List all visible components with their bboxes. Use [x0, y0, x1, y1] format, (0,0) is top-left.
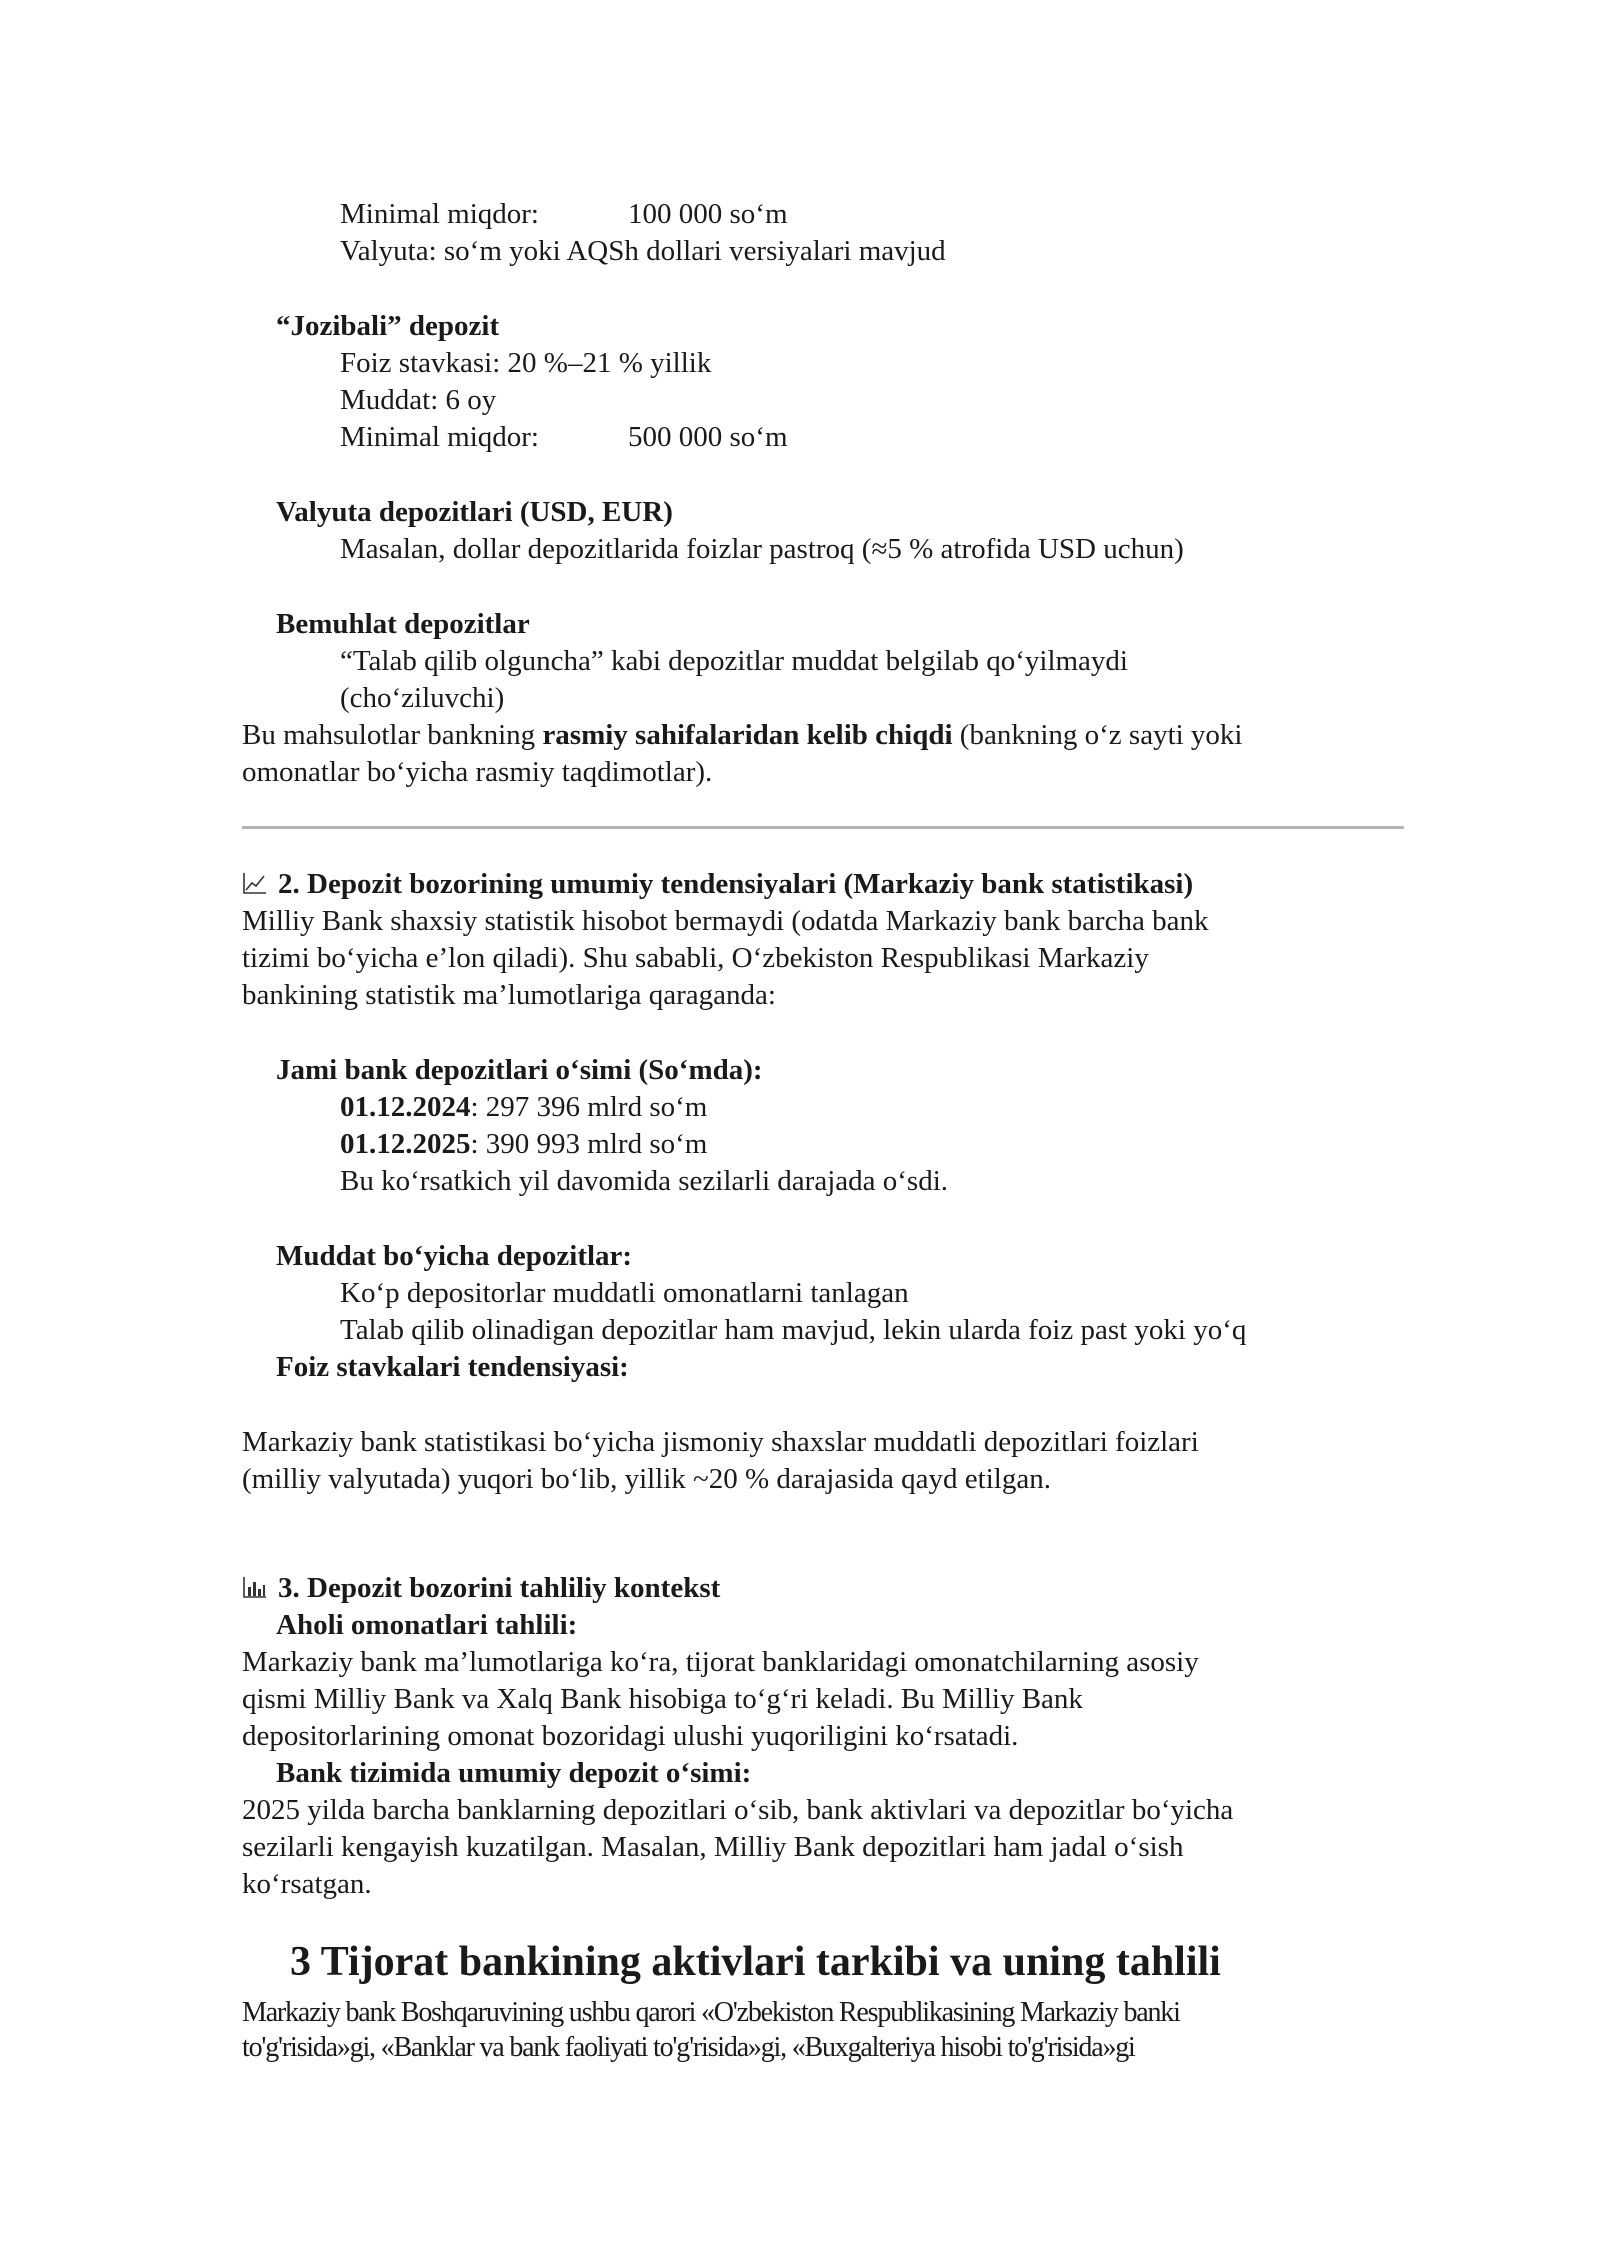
- valyuta-text: Masalan, dollar depozitlarida foizlar pastroq (≈5 % atrofida USD uchun): [340, 533, 1184, 565]
- min-amount-row: [340, 196, 788, 232]
- section3-text1-3: depositorlarining omonat bozoridagi ulushi yuqoriligini ko‘rsatadi.: [242, 1720, 1019, 1752]
- min-amount-label: Minimal miqdor:: [340, 198, 539, 230]
- currency-line: Valyuta: so‘m yoki AQSh dollari versiyalari mavjud: [340, 235, 946, 267]
- source-bold: rasmiy sahifalaridan kelib chiqdi: [542, 719, 953, 751]
- section3-text2-2: sezilarli kengayish kuzatilgan. Masalan, Milliy Bank depozitlari ham jadal o‘sish: [242, 1831, 1184, 1863]
- bar-chart-icon: [242, 1575, 268, 1599]
- growth-value-2025: : 390 993 mlrd so‘m: [470, 1128, 708, 1160]
- growth-date-2024: 01.12.2024: [340, 1091, 471, 1123]
- section2-intro-2: tizimi bo‘yicha e’lon qiladi). Shu sababli, O‘zbekiston Respublikasi Markaziy: [242, 942, 1149, 974]
- jozibali-rate: Foiz stavkasi: 20 %–21 % yillik: [340, 347, 712, 379]
- section2-intro-3: bankining statistik ma’lumotlariga qaraganda:: [242, 979, 776, 1011]
- section2-title: 2. Depozit bozorining umumiy tendensiyalari (Markaziy bank statistikasi): [278, 868, 1194, 900]
- term-line1: Ko‘p depositorlar muddatli omonatlarni tanlagan: [340, 1277, 909, 1309]
- term-title: Muddat bo‘yicha depozitlar:: [276, 1240, 633, 1272]
- growth-row-2024: [340, 1089, 707, 1125]
- chart-increasing-icon: [242, 871, 268, 895]
- growth-row-2025: [340, 1126, 707, 1162]
- section2-intro-1: Milliy Bank shaxsiy statistik hisobot bermaydi (odatda Markaziy bank barcha bank: [242, 905, 1209, 937]
- bemuhlat-line1: “Talab qilib olguncha” kabi depozitlar muddat belgilab qo‘yilmaydi: [340, 645, 1128, 677]
- section3-sub1: Aholi omonatlari tahlili:: [276, 1609, 578, 1641]
- bemuhlat-line2: (cho‘ziluvchi): [340, 682, 505, 714]
- jozibali-min-row: [340, 419, 788, 455]
- chapter-line-2: to'g'risida»gi, «Banklar va bank faoliyati to'g'risida»gi, «Buxgalteriya hisobi to'g'risida»gi: [242, 2032, 1135, 2063]
- section3-text1-1: Markaziy bank ma’lumotlariga ko‘ra, tijorat banklaridagi omonatchilarning asosiy: [242, 1646, 1199, 1678]
- jozibali-min-label: Minimal miqdor:: [340, 421, 539, 453]
- min-amount-value: 100 000 so‘m: [628, 198, 788, 230]
- section3-sub2: Bank tizimida umumiy depozit o‘simi:: [276, 1757, 752, 1789]
- growth-note: Bu ko‘rsatkich yil davomida sezilarli darajada o‘sdi.: [340, 1165, 949, 1197]
- rate-title: Foiz stavkalari tendensiyasi:: [276, 1351, 629, 1383]
- chapter-title: 3 Tijorat bankining aktivlari tarkibi va uning tahlili: [290, 1939, 1221, 1985]
- section3-text2-1: 2025 yilda barcha banklarning depozitlari o‘sib, bank aktivlari va depozitlar bo‘yicha: [242, 1794, 1234, 1826]
- bemuhlat-title: Bemuhlat depozitlar: [276, 608, 530, 640]
- rate-text-1: Markaziy bank statistikasi bo‘yicha jismoniy shaxslar muddatli depozitlari foizlari: [242, 1426, 1199, 1458]
- valyuta-title: Valyuta depozitlari (USD, EUR): [276, 496, 673, 528]
- growth-title: Jami bank depozitlari o‘simi (So‘mda):: [276, 1054, 763, 1086]
- section3-text1-2: qismi Milliy Bank va Xalq Bank hisobiga to‘g‘ri keladi. Bu Milliy Bank: [242, 1683, 1083, 1715]
- source-line2: omonatlar bo‘yicha rasmiy taqdimotlar).: [242, 756, 713, 788]
- section3-text2-3: ko‘rsatgan.: [242, 1868, 372, 1900]
- source-line1: Bu mahsulotlar bankning rasmiy sahifalaridan kelib chiqdi (bankning o‘z sayti yoki: [242, 719, 1243, 751]
- section2-heading: [242, 866, 1193, 902]
- jozibali-term: Muddat: 6 oy: [340, 384, 497, 416]
- growth-value-2024: : 297 396 mlrd so‘m: [470, 1091, 708, 1123]
- horizontal-divider: [242, 826, 1404, 829]
- chapter-line-1: Markaziy bank Boshqaruvining ushbu qarori «O'zbekiston Respublikasining Markaziy banki: [242, 1997, 1180, 2028]
- rate-text-2: (milliy valyutada) yuqori bo‘lib, yillik ~20 % darajasida qayd etilgan.: [242, 1463, 1051, 1495]
- growth-date-2025: 01.12.2025: [340, 1128, 471, 1160]
- section3-heading: [242, 1570, 720, 1606]
- jozibali-title: “Jozibali” depozit: [276, 310, 500, 342]
- section3-title: 3. Depozit bozorini tahliliy kontekst: [278, 1572, 721, 1604]
- jozibali-min-value: 500 000 so‘m: [628, 421, 788, 453]
- term-line2: Talab qilib olinadigan depozitlar ham mavjud, lekin ularda foiz past yoki yo‘q: [340, 1314, 1247, 1346]
